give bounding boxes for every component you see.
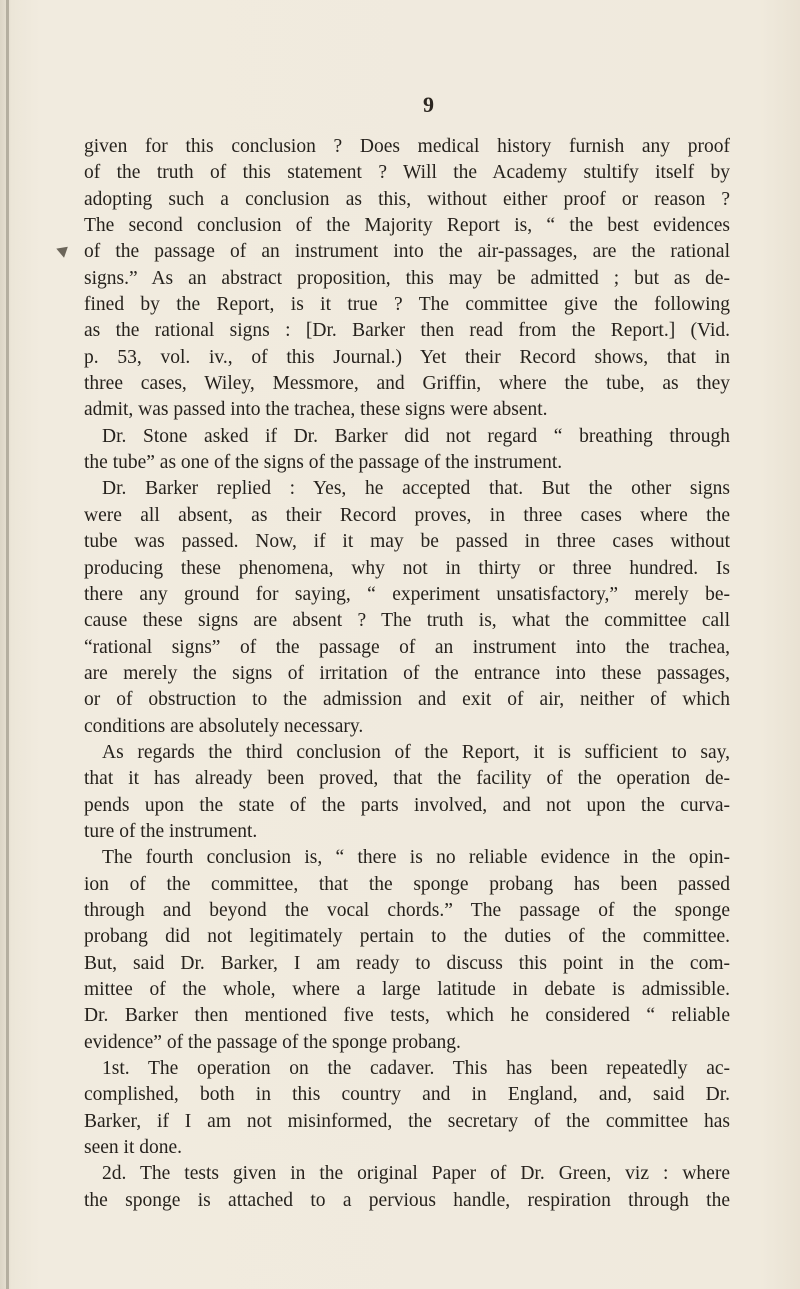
text-line: Dr. Barker then mentioned five tests, which he considered “ reliable [84, 1005, 730, 1027]
text-line: signs.” As an abstract proposition, this may be admitted ; but as de- [84, 267, 730, 289]
text-line: are merely the signs of irritation of the entrance into these passages, [84, 662, 730, 684]
text-line: Dr. Stone asked if Dr. Barker did not regard “ breathing through [102, 425, 730, 447]
text-line: Dr. Barker replied : Yes, he accepted that. But the other signs [102, 478, 730, 500]
text-line: fined by the Report, is it true ? The committee give the following [84, 294, 730, 316]
page-spine-edge [6, 0, 9, 1289]
text-line: Barker, if I am not misinformed, the secretary of the committee has [84, 1110, 730, 1132]
text-line: 2d. The tests given in the original Paper of Dr. Green, viz : where [102, 1163, 730, 1185]
text-line: that it has already been proved, that the facility of the operation de- [84, 768, 730, 790]
text-line: as the rational signs : [Dr. Barker then read from the Report.] (Vid. [84, 320, 730, 342]
text-line: conditions are absolutely necessary. [84, 715, 364, 737]
text-line: through and beyond the vocal chords.” The passage of the sponge [84, 899, 730, 921]
text-line: The second conclusion of the Majority Report is, “ the best evidences [84, 215, 730, 237]
text-line: the tube” as one of the signs of the passage of the instrument. [84, 452, 563, 474]
text-line: or of obstruction to the admission and exit of air, neither of which [84, 689, 730, 711]
text-line: tube was passed. Now, if it may be passed in three cases without [84, 531, 730, 553]
text-line: complished, both in this country and in England, and, said Dr. [84, 1084, 730, 1106]
text-line: evidence” of the passage of the sponge probang. [84, 1031, 461, 1053]
text-line: admit, was passed into the trachea, these signs were absent. [84, 399, 548, 421]
text-line: But, said Dr. Barker, I am ready to discuss this point in the com- [84, 952, 730, 974]
text-line: three cases, Wiley, Messmore, and Griffin, where the tube, as they [84, 373, 730, 395]
text-line: producing these phenomena, why not in thirty or three hundred. Is [84, 557, 730, 579]
body-text [84, 134, 730, 1214]
text-line: there any ground for saying, “ experiment unsatisfactory,” merely be- [84, 583, 730, 605]
text-line: As regards the third conclusion of the Report, it is sufficient to say, [102, 741, 730, 763]
text-line: pends upon the state of the parts involved, and not upon the curva- [84, 794, 730, 816]
text-line: cause these signs are absent ? The truth is, what the committee call [84, 610, 730, 632]
text-line: the sponge is attached to a pervious handle, respiration through the [84, 1189, 730, 1211]
text-line: p. 53, vol. iv., of this Journal.) Yet their Record shows, that in [84, 346, 730, 368]
page-number: 9 [423, 92, 434, 117]
text-line: of the truth of this statement ? Will the Academy stultify itself by [84, 162, 730, 184]
text-line: of the passage of an instrument into the air-passages, are the rational [84, 241, 730, 263]
text-line: given for this conclusion ? Does medical history furnish any proof [84, 136, 730, 157]
text-line: seen it done. [84, 1137, 183, 1159]
text-line: probang did not legitimately pertain to the duties of the committee. [84, 926, 730, 948]
text-line: “rational signs” of the passage of an instrument into the trachea, [84, 636, 730, 658]
text-line: ion of the committee, that the sponge probang has been passed [84, 873, 730, 895]
text-line: ture of the instrument. [84, 820, 258, 842]
text-line: 1st. The operation on the cadaver. This has been repeatedly ac- [102, 1058, 730, 1080]
text-line: adopting such a conclusion as this, without either proof or reason ? [84, 188, 730, 210]
text-line: mittee of the whole, where a large latitude in debate is admissible. [84, 979, 730, 1000]
margin-mark-icon [56, 242, 71, 258]
text-line: were all absent, as their Record proves, in three cases where the [84, 504, 730, 526]
text-line: The fourth conclusion is, “ there is no reliable evidence in the opin- [102, 847, 730, 869]
